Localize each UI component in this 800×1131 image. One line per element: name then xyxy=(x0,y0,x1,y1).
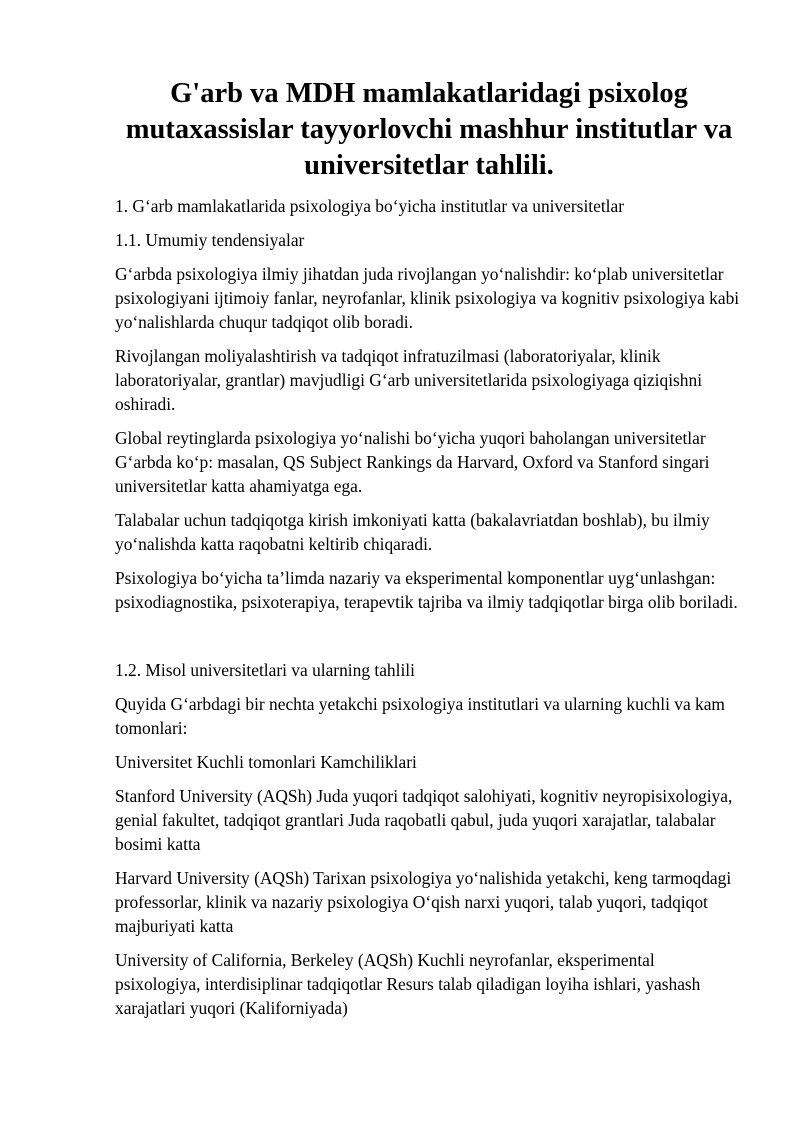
subsection-heading: 1.2. Misol universitetlari va ularning tahlili xyxy=(115,660,415,680)
table-row: University of California, Berkeley (AQSh) Kuchli neyrofanlar, eksperimental psixologiya, interdisiplinar tadqiqotlar Resurs talab qiladigan loyiha ishlari, yashash xarajatlari yuqori (Kaliforniyada) xyxy=(115,950,701,1018)
body-paragraph: Psixologiya bo‘yicha ta’limda nazariy va eksperimental komponentlar uyg‘unlashgan: psixodiagnostika, psixoterapiya, terapevtik tajriba va ilmiy tadqiqotlar birga olib boriladi. xyxy=(115,568,738,612)
table-row: Stanford University (AQSh) Juda yuqori tadqiqot salohiyati, kognitiv neyropisixologiya, genial fakultet, tadqiqot grantlari Juda raqobatli qabul, juda yuqori xarajatlar, talabalar bosimi katta xyxy=(115,786,733,854)
body-paragraph: Rivojlangan moliyalashtirish va tadqiqot infratuzilmasi (laboratoriyalar, klinik laboratoriyalar, grantlar) mavjudligi G‘arb universitetlarida psixologiyaga qiziqishni oshiradi. xyxy=(115,346,703,414)
body-paragraph: Global reytinglarda psixologiya yo‘nalishi bo‘yicha yuqori baholangan universitetlar G‘arbda ko‘p: masalan, QS Subject Rankings da Harvard, Oxford va Stanford singari universitetlar katta ahamiyatga ega. xyxy=(115,428,710,496)
subsection-heading: 1.1. Umumiy tendensiyalar xyxy=(115,230,305,250)
document-title: G'arb va MDH mamlakatlaridagi psixolog mutaxassislar tayyorlovchi mashhur institutlar va universitetlar tahlili. xyxy=(125,78,733,181)
table-header-row: Universitet Kuchli tomonlari Kamchiliklari xyxy=(115,752,417,772)
body-paragraph: G‘arbda psixologiya ilmiy jihatdan juda rivojlangan yo‘nalishdir: ko‘plab universitetlar psixologiyani ijtimoiy fanlar, neyrofanlar, klinik psixologiya va kognitiv psixologiya kabi yo‘nalishlarda chuqur tadqiqot olib boradi. xyxy=(115,264,740,332)
section-heading: 1. G‘arb mamlakatlarida psixologiya bo‘yicha institutlar va universitetlar xyxy=(115,196,625,216)
intro-paragraph: Quyida G‘arbdagi bir nechta yetakchi psixologiya institutlari va ularning kuchli va kam tomonlari: xyxy=(115,694,725,738)
body-paragraph: Talabalar uchun tadqiqotga kirish imkoniyati katta (bakalavriatdan boshlab), bu ilmiy yo‘nalishda katta raqobatni keltirib chiqaradi. xyxy=(115,510,710,554)
table-row: Harvard University (AQSh) Tarixan psixologiya yo‘nalishida yetakchi, keng tarmoqdagi professorlar, klinik va nazariy psixologiya O‘qish narxi yuqori, talab yuqori, tadqiqot majburiyati katta xyxy=(115,868,732,936)
document-page xyxy=(115,76,743,1030)
blank-line xyxy=(115,624,743,658)
